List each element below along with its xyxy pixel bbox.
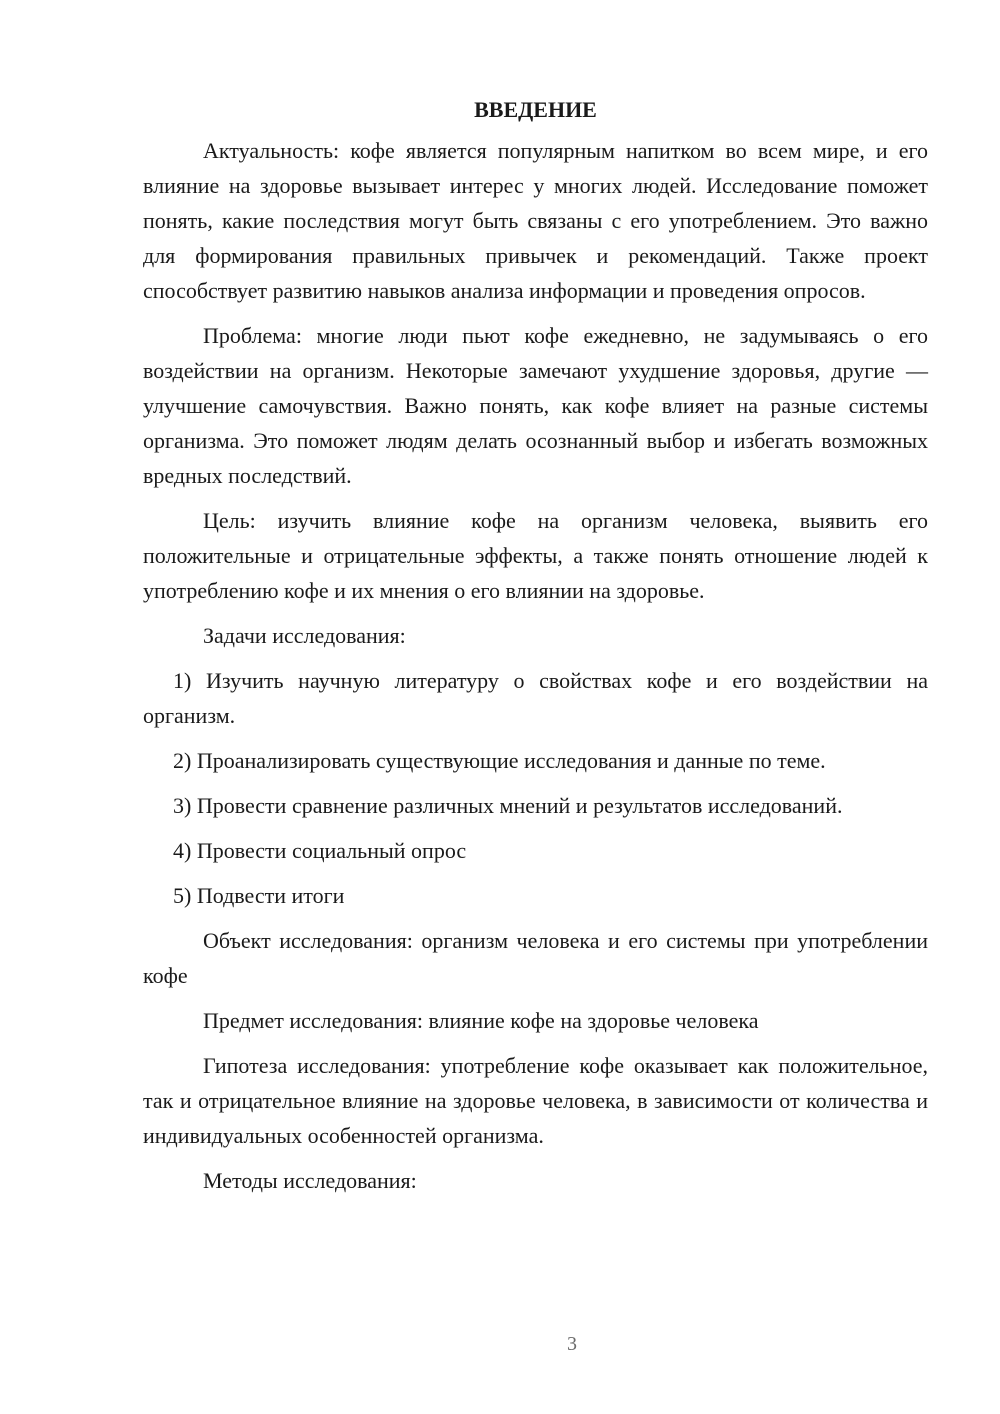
paragraph-object: Объект исследования: организм человека и его системы при употреблении кофе: [143, 928, 928, 988]
task-item-4: 4) Провести социальный опрос: [173, 838, 467, 863]
task-item-3: 3) Провести сравнение различных мнений и результатов исследований.: [173, 793, 843, 818]
page-number: 3: [567, 1333, 577, 1355]
page-title: ВВЕДЕНИЕ: [474, 97, 597, 122]
task-item-5: 5) Подвести итоги: [173, 883, 345, 908]
task-item-2: 2) Проанализировать существующие исследования и данные по теме.: [173, 748, 826, 773]
paragraph-methods: Методы исследования:: [203, 1168, 417, 1193]
paragraph-subject: Предмет исследования: влияние кофе на здоровье человека: [203, 1008, 759, 1033]
paragraph-hypothesis: Гипотеза исследования: употребление кофе оказывает как положительное, так и отрицательное влияние на здоровье человека, в зависимости от количества и индивидуальных особенностей организма.: [143, 1053, 928, 1148]
task-item-1: 1) Изучить научную литературу о свойствах кофе и его воздействии на организм.: [143, 668, 928, 728]
paragraph-tasks-intro: Задачи исследования:: [203, 623, 406, 648]
paragraph-relevance: Актуальность: кофе является популярным напитком во всем мире, и его влияние на здоровье вызывает интерес у многих людей. Исследование поможет понять, какие последствия могут быть связаны с его употреблением. Это важно для формирования правильных привычек и рекомендаций. Также проект способствует развитию навыков анализа информации и проведения опросов.: [143, 138, 928, 303]
paragraph-goal: Цель: изучить влияние кофе на организм человека, выявить его положительные и отрицательные эффекты, а также понять отношение людей к употреблению кофе и их мнения о его влиянии на здоровье.: [143, 508, 928, 603]
document-page: [143, 92, 928, 1208]
paragraph-problem: Проблема: многие люди пьют кофе ежедневно, не задумываясь о его воздействии на организм. Некоторые замечают ухудшение здоровья, другие — улучшение самочувствия. Важно понять, как кофе влияет на разные системы организма. Это поможет людям делать осознанный выбор и избегать возможных вредных последствий.: [143, 323, 928, 488]
